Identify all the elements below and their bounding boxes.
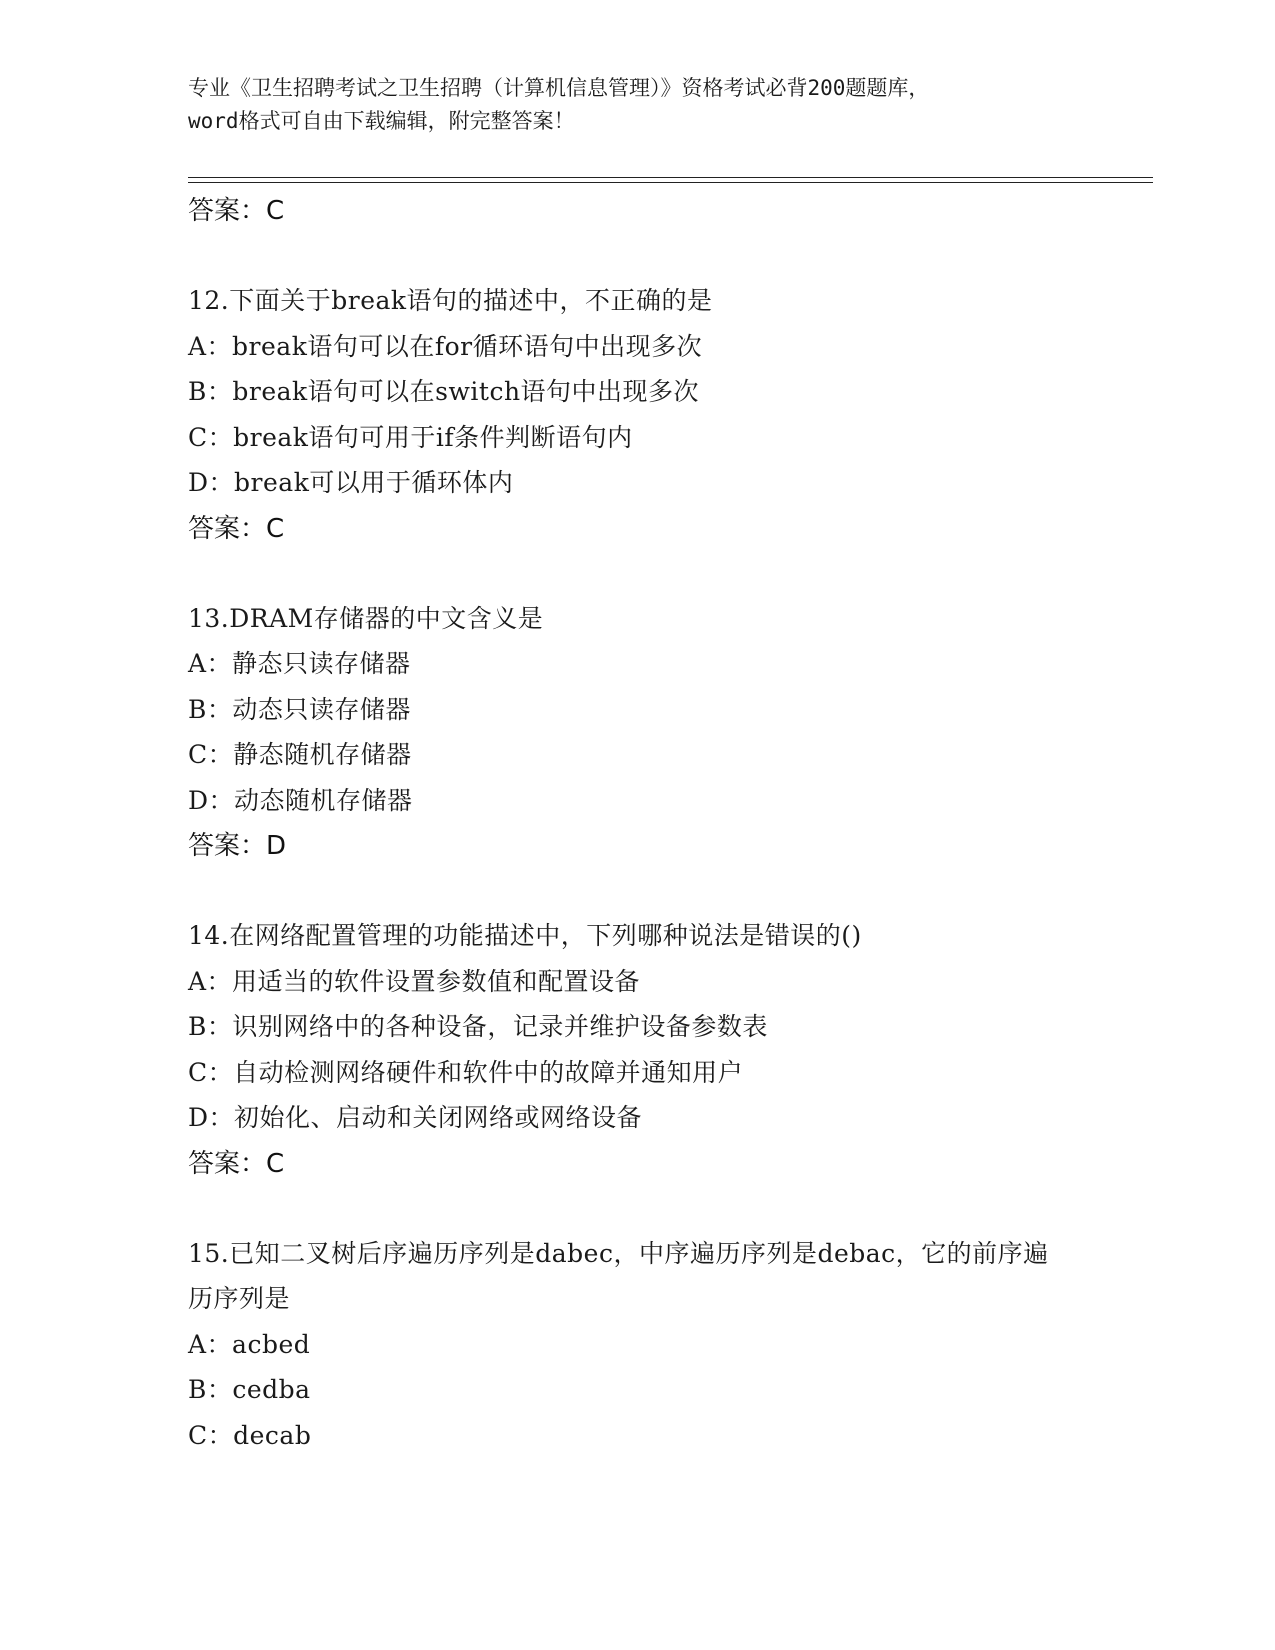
header-divider-top (188, 177, 1153, 178)
header-line-1: 专业《卫生招聘考试之卫生招聘（计算机信息管理）》资格考试必背200题题库， (188, 76, 930, 100)
option-b: B：cedba (188, 1375, 311, 1404)
option-d: D：break可以用于循环体内 (188, 468, 514, 497)
question-stem: 13.DRAM存储器的中文含义是 (188, 603, 544, 633)
option-a: A：静态只读存储器 (188, 649, 411, 678)
option-a: A：acbed (188, 1329, 311, 1359)
option-c: C：静态随机存储器 (188, 740, 412, 769)
question-12 (188, 278, 1148, 552)
question-stem: 15.已知二叉树后序遍历序列是dabec，中序遍历序列是debac，它的前序遍历序列是 (188, 1238, 1049, 1313)
option-b: B：动态只读存储器 (188, 694, 411, 724)
option-c: C：decab (188, 1420, 312, 1450)
question-list (188, 188, 1148, 1458)
answer: 答案：C (188, 513, 285, 544)
option-c: C：自动检测网络硬件和软件中的故障并通知用户 (188, 1057, 744, 1087)
document-header (188, 72, 1088, 138)
option-b: B：识别网络中的各种设备，记录并维护设备参数表 (188, 1012, 768, 1041)
option-c: C：break语句可用于if条件判断语句内 (188, 422, 633, 452)
question-14 (188, 913, 1148, 1187)
question-stem: 14.在网络配置管理的功能描述中，下列哪种说法是错误的() (188, 921, 862, 950)
option-a: A：break语句可以在for循环语句中出现多次 (188, 331, 703, 361)
option-d: D：初始化、启动和关闭网络或网络设备 (188, 1103, 643, 1132)
question-13 (188, 596, 1148, 870)
question-15 (188, 1231, 1148, 1459)
question-stem: 12.下面关于break语句的描述中，不正确的是 (188, 286, 713, 315)
option-a: A：用适当的软件设置参数值和配置设备 (188, 966, 641, 996)
option-b: B：break语句可以在switch语句中出现多次 (188, 377, 700, 406)
previous-answer: 答案：C (188, 196, 285, 226)
option-d: D：动态随机存储器 (188, 785, 413, 815)
answer: 答案：D (188, 831, 287, 861)
answer: 答案：C (188, 1148, 285, 1179)
header-divider-bottom (188, 182, 1153, 183)
header-line-2: word格式可自由下载编辑，附完整答案！ (188, 109, 575, 133)
